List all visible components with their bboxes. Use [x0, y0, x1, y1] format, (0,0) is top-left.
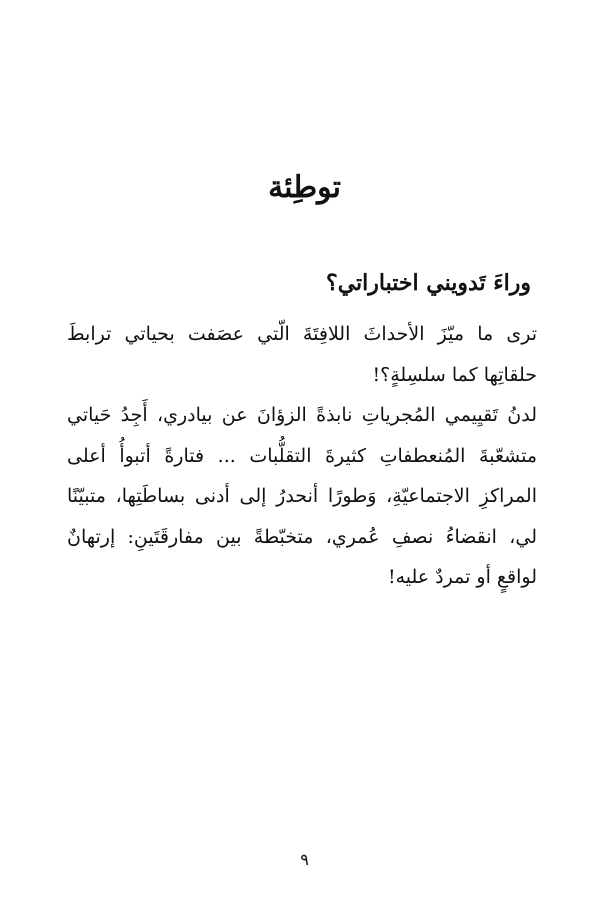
body-text [67, 314, 537, 598]
page-number: ٩ [300, 850, 309, 869]
section-heading: وراءَ تَدويني اختباراتي؟ [326, 270, 531, 296]
chapter-title: توطِئة [268, 170, 341, 205]
paragraph: لدنُ تَقيِيمي المُجرياتِ نابذةً الزؤانَ عن بيادري، أَجِدُ حَياتي متشعّبةَ المُنعطفاتِ كثيرةَ التقلُّبات ... فتارةً أتبوأُ أعلى المراكزِ الاجتماعيّةِ، وَطورًا أنحدرُ إلى أدنى بساطَتِها، متبيّنًا لي، انقضاءُ نصفِ عُمري، متخبّطةً بين مفارقَتَينِ: إرتهانٌ لواقعٍ أو تمردٌ عليه! [67, 404, 537, 588]
paragraph: ترى ما ميّزَ الأحداثَ اللافِتَةَ الّتي عصَفت بحياتي ترابطَ حلقاتِها كما سلسِلةٍ؟! [67, 323, 537, 386]
